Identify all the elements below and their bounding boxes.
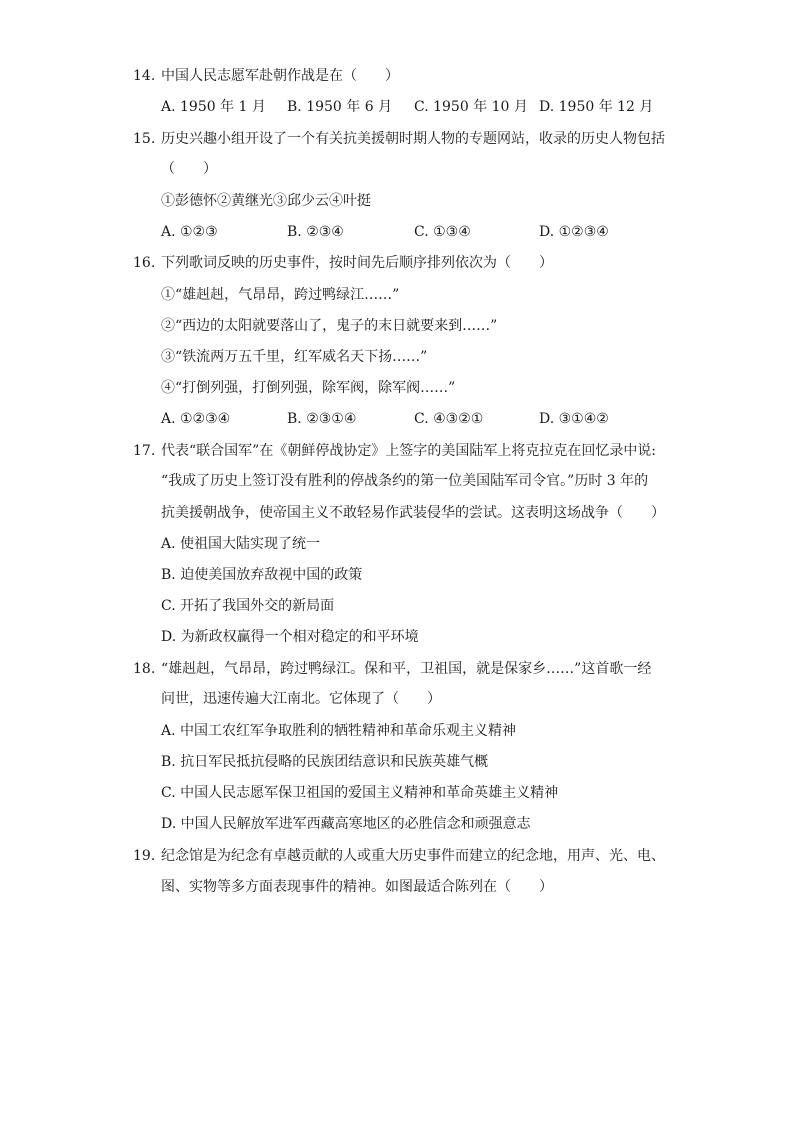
option-a: A. 1950 年 1 月 <box>161 99 266 115</box>
question-stem-continued: 抗美援朝战争，使帝国主义不敢轻易作武装侵华的尝试。这表明这场战争（ ） <box>161 505 665 521</box>
option-b: B. 抗日军民抵抗侵略的民族团结意识和民族英雄气概 <box>161 754 489 770</box>
option-d: D. ①②③④ <box>539 224 609 240</box>
lyric-item-3: ③“铁流两万五千里，红军威名天下扬……” <box>161 349 428 365</box>
option-a: A. 使祖国大陆实现了统一 <box>161 536 321 552</box>
option-d: D. 为新政权赢得一个相对稳定的和平环境 <box>161 629 419 645</box>
option-c: C. 1950 年 10 月 <box>414 99 528 115</box>
question-stem: “雄赳赳，气昂昂，跨过鸭绿江。保和平，卫祖国，就是保家乡……”这首歌一经 <box>161 661 652 677</box>
question-number: 17. <box>133 443 156 459</box>
question-number: 16. <box>133 255 156 271</box>
option-b: B. 1950 年 6 月 <box>287 99 393 115</box>
question-number: 14. <box>133 68 156 84</box>
option-a: A. 中国工农红军争取胜利的牺牲精神和革命乐观主义精神 <box>161 723 517 739</box>
question-stem-continued: “我成了历史上签订没有胜利的停战条约的第一位美国陆军司令官。”历时 3 年的 <box>161 473 649 489</box>
option-b: B. 迫使美国放弃敌视中国的政策 <box>161 567 363 583</box>
question-stem: 代表“联合国军”在《朝鲜停战协定》上签字的美国陆军上将克拉克在回忆录中说: <box>161 443 657 459</box>
option-d: D. 1950 年 12 月 <box>539 99 654 115</box>
option-c: C. ①③④ <box>414 224 471 240</box>
question-number: 18. <box>133 661 156 677</box>
lyric-item-4: ④“打倒列强，打倒列强，除军阀，除军阀……” <box>161 380 456 396</box>
option-b: B. ②③①④ <box>287 411 357 427</box>
option-d: D. ③①④② <box>539 411 609 427</box>
question-number: 19. <box>133 848 156 864</box>
question-stem-continued: 图、实物等多方面表现事件的精神。如图最适合陈列在（ ） <box>161 879 553 895</box>
option-d: D. 中国人民解放军进军西藏高寒地区的必胜信念和顽强意志 <box>161 816 531 832</box>
question-stem-continued: 问世，迅速传遍大江南北。它体现了（ ） <box>161 691 441 707</box>
option-a: A. ①②③④ <box>161 411 231 427</box>
question-number: 15. <box>133 131 156 147</box>
question-stem-continued: （ ） <box>161 161 217 177</box>
option-c: C. 中国人民志愿军保卫祖国的爱国主义精神和革命英雄主义精神 <box>161 785 559 801</box>
question-stem: 下列歌词反映的历史事件，按时间先后顺序排列依次为（ ） <box>161 255 553 271</box>
option-c: C. 开拓了我国外交的新局面 <box>161 598 335 614</box>
lyric-item-2: ②“西边的太阳就要落山了，鬼子的末日就要来到……” <box>161 318 498 334</box>
question-items: ①彭德怀②黄继光③邱少云④叶挺 <box>161 193 371 209</box>
lyric-item-1: ①“雄赳赳，气昂昂，跨过鸭绿江……” <box>161 287 400 303</box>
option-a: A. ①②③ <box>161 224 218 240</box>
option-b: B. ②③④ <box>287 224 344 240</box>
question-stem: 纪念馆是为纪念有卓越贡献的人或重大历史事件而建立的纪念地，用声、光、电、 <box>161 848 665 864</box>
question-stem: 历史兴趣小组开设了一个有关抗美援朝时期人物的专题网站，收录的历史人物包括 <box>161 131 665 147</box>
option-c: C. ④③②① <box>414 411 484 427</box>
question-stem: 中国人民志愿军赴朝作战是在（ ） <box>161 68 399 84</box>
